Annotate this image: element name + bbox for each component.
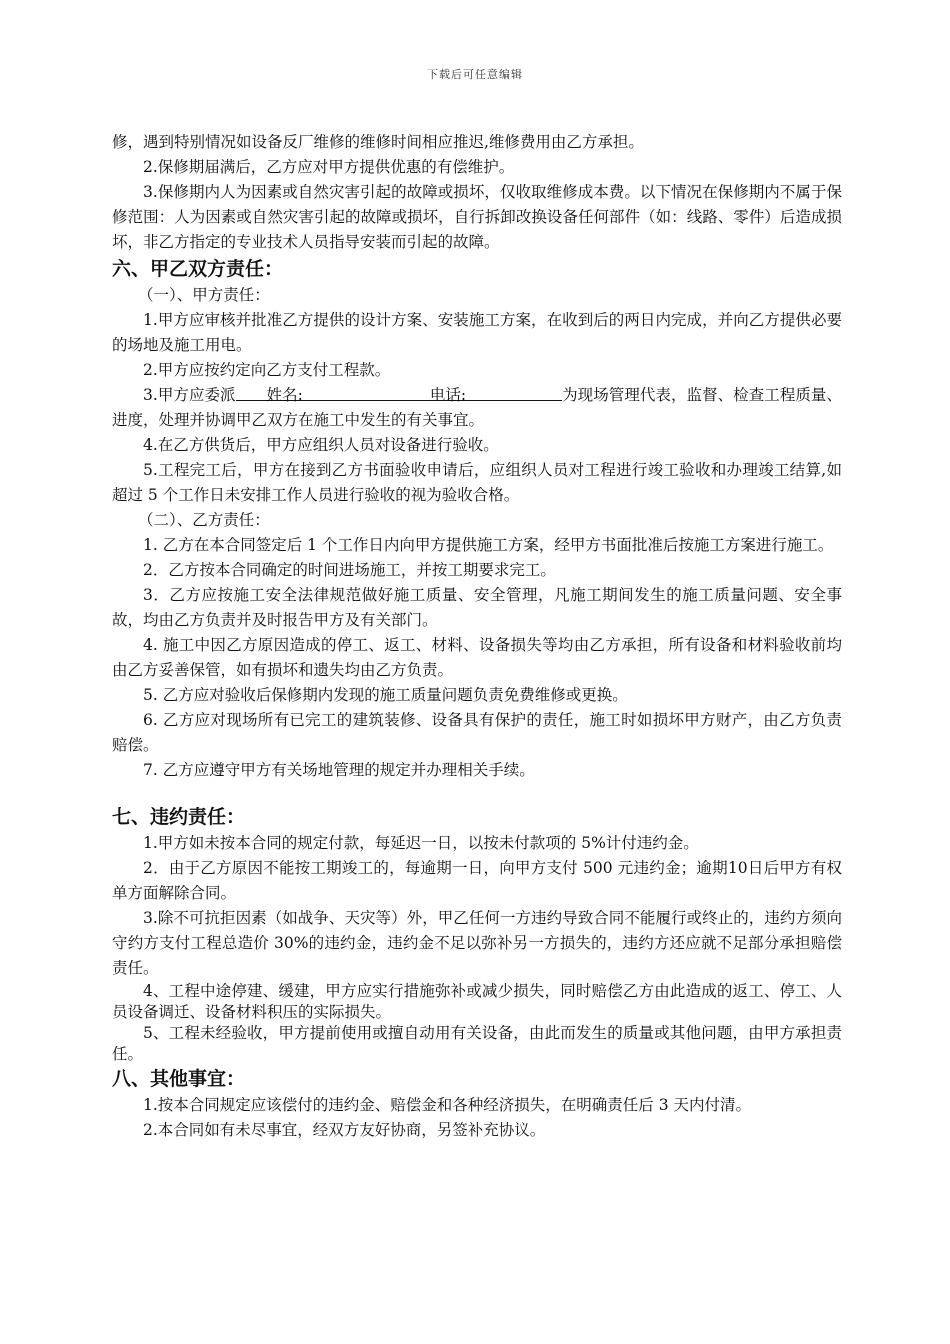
paragraph: 2.本合同如有未尽事宜，经双方友好协商，另签补充协议。 bbox=[143, 1121, 546, 1139]
phone-blank bbox=[383, 383, 562, 404]
phone-label: 电话: bbox=[429, 386, 467, 404]
text: 为现场管理代表，监督、检查工程质量、进度，处理并协调甲乙双方在施工中发生的有关事宜。 bbox=[112, 386, 842, 429]
paragraph: 1.按本合同规定应该偿付的违约金、赔偿金和各种经济损失，在明确责任后 3 天内付清。 bbox=[143, 1096, 752, 1114]
paragraph-representative bbox=[112, 383, 842, 433]
name-label: 姓名: bbox=[266, 386, 303, 404]
subsection-heading: （二）、乙方责任： bbox=[138, 511, 270, 529]
paragraph: 2．乙方按本合同确定的时间进场施工，并按工期要求完工。 bbox=[143, 561, 556, 579]
section-heading: 六、甲乙双方责任： bbox=[112, 258, 284, 280]
name-blank bbox=[236, 383, 383, 404]
paragraph: 1.甲方如未按本合同的规定付款，每延迟一日，以按未付款项的 5%计付违约金。 bbox=[143, 834, 699, 852]
paragraph: 2．由于乙方原因不能按工期竣工的，每逾期一日，向甲方支付 500 元违约金；逾期10日后甲方有权单方面解除合同。 bbox=[112, 859, 842, 902]
paragraph: 7. 乙方应遵守甲方有关场地管理的规定并办理相关手续。 bbox=[143, 761, 535, 779]
paragraph: 2.保修期届满后，乙方应对甲方提供优惠的有偿维护。 bbox=[143, 158, 515, 176]
paragraph: 5. 乙方应对验收后保修期内发现的施工质量问题负责免费维修或更换。 bbox=[143, 686, 628, 704]
section-heading: 八、其他事宜： bbox=[112, 1068, 246, 1090]
paragraph: 3．乙方应按施工安全法律规范做好施工质量、安全管理，凡施工期间发生的施工质量问题、安全事故，均由乙方负责并及时报告甲方及有关部门。 bbox=[112, 586, 842, 629]
text: 3.甲方应委派 bbox=[143, 386, 236, 404]
paragraph: 1.甲方应审核并批准乙方提供的设计方案、安装施工方案，在收到后的两日内完成，并向乙方提供必要的场地及施工用电。 bbox=[112, 311, 842, 354]
section-heading: 七、违约责任： bbox=[112, 806, 246, 828]
paragraph: 5、工程未经验收，甲方提前使用或擅自动用有关设备，由此而发生的质量或其他问题，由甲方承担责任。 bbox=[112, 1024, 842, 1063]
paragraph: 1. 乙方在本合同签定后 1 个工作日内向甲方提供施工方案，经甲方书面批准后按施工方案进行施工。 bbox=[143, 536, 834, 554]
paragraph: 4. 施工中因乙方原因造成的停工、返工、材料、设备损失等均由乙方承担，所有设备和材料验收前均由乙方妥善保管，如有损坏和遗失均由乙方负责。 bbox=[112, 636, 842, 679]
contract-body bbox=[112, 130, 842, 1143]
subsection-heading: （一）、甲方责任： bbox=[138, 286, 270, 304]
paragraph: 6. 乙方应对现场所有已完工的建筑装修、设备具有保护的责任，施工时如损坏甲方财产，由乙方负责赔偿。 bbox=[112, 711, 842, 754]
paragraph: 4.在乙方供货后，甲方应组织人员对设备进行验收。 bbox=[143, 436, 499, 454]
paragraph: 4、工程中途停建、缓建，甲方应实行措施弥补或减少损失，同时赔偿乙方由此造成的返工、停工、人员设备调迁、设备材料积压的实际损失。 bbox=[112, 982, 842, 1021]
paragraph: 3.保修期内人为因素或自然灾害引起的故障或损坏，仅收取维修成本费。以下情况在保修期内不属于保修范围：人为因素或自然灾害引起的故障或损坏，自行拆卸改换设备任何部件（如：线路、零件）后造成损坏，非乙方指定的专业技术人员指导安装而引起的故障。 bbox=[112, 183, 842, 251]
paragraph: 修，遇到特别情况如设备反厂维修的维修时间相应推迟,维修费用由乙方承担。 bbox=[112, 133, 644, 151]
paragraph: 3.除不可抗拒因素（如战争、天灾等）外，甲乙任何一方违约导致合同不能履行或终止的，违约方须向守约方支付工程总造价 30%的违约金，违约金不足以弥补另一方损失的，违约方还应就不足部分承担赔偿责任。 bbox=[112, 909, 842, 977]
page-header: 下载后可任意编辑 bbox=[427, 68, 523, 81]
paragraph: 5.工程完工后，甲方在接到乙方书面验收申请后，应组织人员对工程进行竣工验收和办理竣工结算,如超过 5 个工作日未安排工作人员进行验收的视为验收合格。 bbox=[112, 461, 842, 504]
paragraph: 2.甲方应按约定向乙方支付工程款。 bbox=[143, 361, 391, 379]
